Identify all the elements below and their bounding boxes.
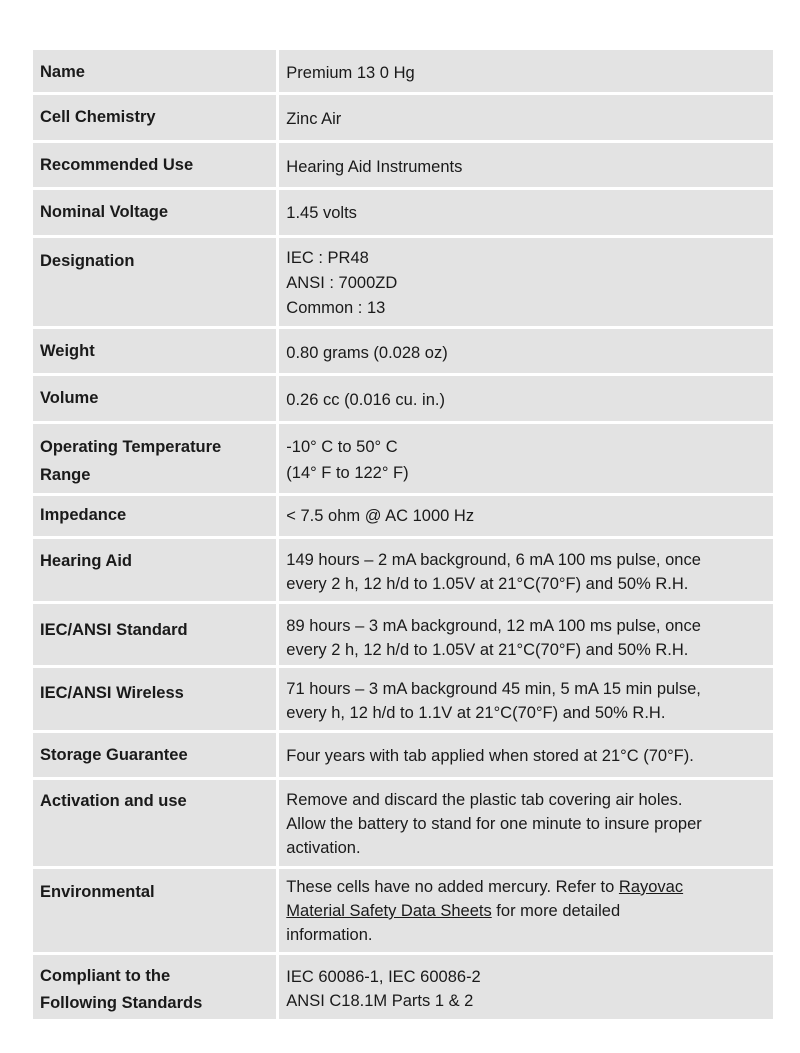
spec-value bbox=[279, 780, 773, 869]
spec-value-line: (14° F to 122° F) bbox=[286, 464, 409, 482]
environmental-text: for more detailed bbox=[491, 902, 621, 920]
spec-label-line: Cell Chemistry bbox=[40, 108, 156, 126]
spec-value bbox=[279, 955, 773, 1022]
spec-label-line: Impedance bbox=[40, 506, 127, 524]
spec-value-line: 0.80 grams (0.028 oz) bbox=[286, 344, 448, 362]
spec-row-environmental bbox=[33, 869, 773, 955]
spec-value-line: every 2 h, 12 h/d to 1.05V at 21°C(70°F) and 50% R.H. bbox=[286, 641, 689, 659]
spec-row-operating-temperature bbox=[33, 424, 773, 496]
spec-value bbox=[279, 190, 773, 238]
msds-link[interactable]: Rayovac bbox=[618, 878, 684, 896]
spec-value-line: Hearing Aid Instruments bbox=[286, 158, 463, 176]
spec-value-line: IEC : PR48 bbox=[286, 249, 369, 267]
spec-row-compliant-standards bbox=[33, 955, 773, 1022]
environmental-text: These cells have no added mercury. Refer to bbox=[286, 878, 619, 896]
spec-value-line: 1.45 volts bbox=[286, 204, 357, 222]
spec-label-line: Volume bbox=[40, 389, 99, 407]
spec-label bbox=[33, 539, 279, 604]
spec-value-line: 89 hours – 3 mA background, 12 mA 100 ms pulse, once bbox=[286, 617, 701, 635]
spec-value bbox=[279, 143, 773, 190]
spec-label bbox=[33, 780, 279, 869]
spec-label-line: Compliant to the bbox=[40, 967, 171, 985]
spec-value-line: < 7.5 ohm @ AC 1000 Hz bbox=[286, 507, 475, 525]
spec-value-line: 149 hours – 2 mA background, 6 mA 100 ms pulse, once bbox=[286, 551, 701, 569]
spec-label-line: Storage Guarantee bbox=[40, 746, 188, 764]
spec-value bbox=[279, 604, 773, 668]
spec-label-line: Following Standards bbox=[40, 994, 203, 1012]
spec-value-line: 71 hours – 3 mA background 45 min, 5 mA 15 min pulse, bbox=[286, 680, 701, 698]
spec-row-recommended-use bbox=[33, 143, 773, 190]
spec-row-name bbox=[33, 50, 773, 95]
spec-value bbox=[279, 238, 773, 329]
spec-label bbox=[33, 668, 279, 733]
spec-label-line: IEC/ANSI Wireless bbox=[40, 684, 184, 702]
spec-value bbox=[279, 869, 773, 955]
spec-value-line: ANSI C18.1M Parts 1 & 2 bbox=[286, 992, 474, 1010]
spec-label bbox=[33, 496, 279, 539]
spec-row-impedance bbox=[33, 496, 773, 539]
spec-value-line bbox=[286, 899, 766, 923]
spec-value-line: activation. bbox=[286, 839, 361, 857]
spec-row-nominal-voltage bbox=[33, 190, 773, 238]
spec-value-line: Zinc Air bbox=[286, 110, 342, 128]
spec-value-line: Allow the battery to stand for one minute to insure proper bbox=[286, 815, 702, 833]
spec-label-line: Recommended Use bbox=[40, 156, 194, 174]
spec-value bbox=[279, 496, 773, 539]
spec-row-iec-ansi-wireless bbox=[33, 668, 773, 733]
spec-label bbox=[33, 143, 279, 190]
spec-row-weight bbox=[33, 329, 773, 376]
spec-label-line: Operating Temperature bbox=[40, 438, 222, 456]
spec-value-line: 0.26 cc (0.016 cu. in.) bbox=[286, 391, 445, 409]
spec-label bbox=[33, 95, 279, 143]
spec-label bbox=[33, 376, 279, 424]
spec-value bbox=[279, 376, 773, 424]
spec-row-volume bbox=[33, 376, 773, 424]
spec-value bbox=[279, 50, 773, 95]
spec-row-iec-ansi-standard bbox=[33, 604, 773, 668]
spec-label bbox=[33, 329, 279, 376]
spec-value-line: every 2 h, 12 h/d to 1.05V at 21°C(70°F) and 50% R.H. bbox=[286, 575, 689, 593]
spec-row-activation-and-use bbox=[33, 780, 773, 869]
battery-spec-table bbox=[33, 50, 773, 1022]
spec-value bbox=[279, 668, 773, 733]
spec-row-hearing-aid bbox=[33, 539, 773, 604]
spec-value-line: IEC 60086-1, IEC 60086-2 bbox=[286, 968, 481, 986]
spec-label-line: Designation bbox=[40, 252, 135, 270]
spec-value bbox=[279, 733, 773, 780]
spec-label-line: Nominal Voltage bbox=[40, 203, 169, 221]
spec-value-line: ANSI : 7000ZD bbox=[286, 274, 398, 292]
spec-label-line: Activation and use bbox=[40, 792, 187, 810]
spec-value bbox=[279, 424, 773, 496]
spec-label-line: Name bbox=[40, 63, 85, 81]
spec-value-line: Common : 13 bbox=[286, 299, 386, 317]
spec-value-line: Four years with tab applied when stored at 21°C (70°F). bbox=[286, 747, 694, 765]
spec-row-storage-guarantee bbox=[33, 733, 773, 780]
spec-label-line: Weight bbox=[40, 342, 95, 360]
spec-label bbox=[33, 733, 279, 780]
msds-link[interactable]: Material Safety Data Sheets bbox=[286, 902, 492, 920]
spec-value bbox=[279, 329, 773, 376]
spec-value bbox=[279, 539, 773, 604]
spec-label bbox=[33, 50, 279, 95]
spec-label bbox=[33, 190, 279, 238]
spec-label-line: IEC/ANSI Standard bbox=[40, 621, 188, 639]
spec-label bbox=[33, 955, 279, 1022]
spec-value bbox=[279, 95, 773, 143]
spec-label-line: Range bbox=[40, 466, 91, 484]
spec-label bbox=[33, 238, 279, 329]
spec-value-line: every h, 12 h/d to 1.1V at 21°C(70°F) and 50% R.H. bbox=[286, 704, 666, 722]
spec-value-line: Remove and discard the plastic tab covering air holes. bbox=[286, 791, 683, 809]
spec-label-line: Environmental bbox=[40, 883, 155, 901]
spec-value-line bbox=[286, 875, 766, 899]
spec-row-cell-chemistry bbox=[33, 95, 773, 143]
spec-label-line: Hearing Aid bbox=[40, 552, 132, 570]
spec-row-designation bbox=[33, 238, 773, 329]
spec-value-line: Premium 13 0 Hg bbox=[286, 64, 415, 82]
spec-value-line: information. bbox=[286, 926, 373, 944]
spec-label bbox=[33, 604, 279, 668]
spec-label bbox=[33, 869, 279, 955]
spec-label bbox=[33, 424, 279, 496]
spec-value-line: -10° C to 50° C bbox=[286, 438, 398, 456]
